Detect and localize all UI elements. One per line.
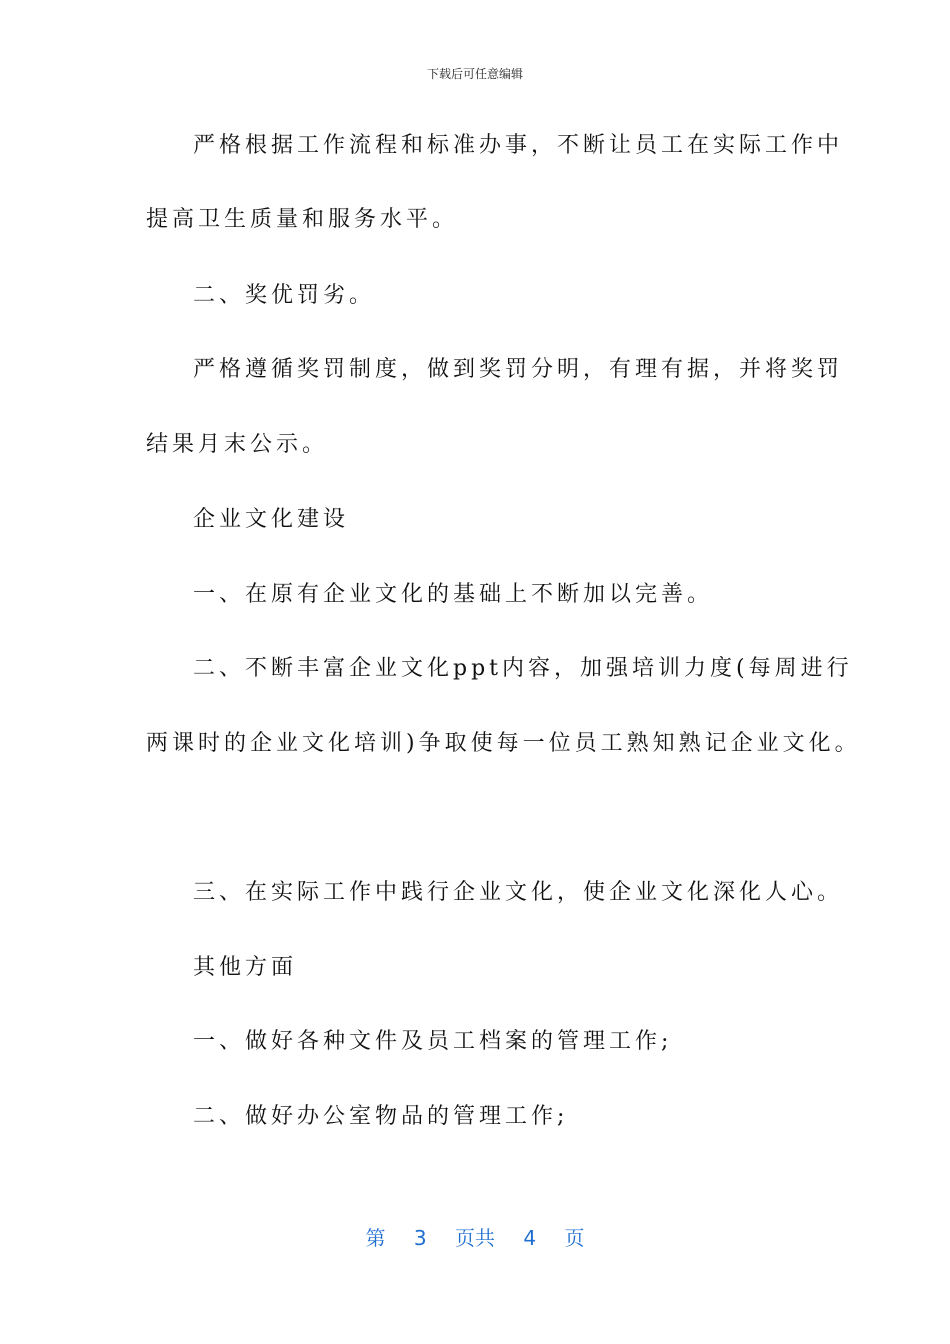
section-heading: 其他方面 — [193, 955, 298, 980]
paragraph-line: 结果月末公示。 — [146, 432, 329, 457]
page-header: 下载后可任意编辑 — [426, 67, 523, 81]
total-page-count: 4 — [523, 1226, 537, 1250]
paragraph-line: 一、在原有企业文化的基础上不断加以完善。 — [193, 582, 714, 607]
paragraph-line: 二、做好办公室物品的管理工作; — [193, 1104, 569, 1129]
paragraph-line: 三、在实际工作中践行企业文化，使企业文化深化人心。 — [193, 880, 844, 905]
paragraph-line: 二、不断丰富企业文化ppt内容，加强培训力度(每周进行 — [193, 656, 853, 681]
page-number-footer — [0, 1222, 950, 1254]
paragraph-line: 严格根据工作流程和标准办事，不断让员工在实际工作中 — [193, 133, 844, 158]
paragraph-line: 一、做好各种文件及员工档案的管理工作; — [193, 1029, 673, 1054]
section-heading: 企业文化建设 — [193, 507, 350, 532]
footer-middle: 页共 — [455, 1226, 495, 1250]
footer-prefix: 第 — [365, 1226, 386, 1250]
current-page-number: 3 — [413, 1226, 427, 1250]
paragraph-line: 两课时的企业文化培训)争取使每一位员工熟知熟记企业文化。 — [146, 731, 861, 756]
paragraph-line: 严格遵循奖罚制度，做到奖罚分明，有理有据，并将奖罚 — [193, 357, 844, 382]
paragraph-line: 提高卫生质量和服务水平。 — [146, 207, 459, 232]
footer-suffix: 页 — [564, 1226, 585, 1250]
section-heading: 二、奖优罚劣。 — [193, 283, 376, 308]
